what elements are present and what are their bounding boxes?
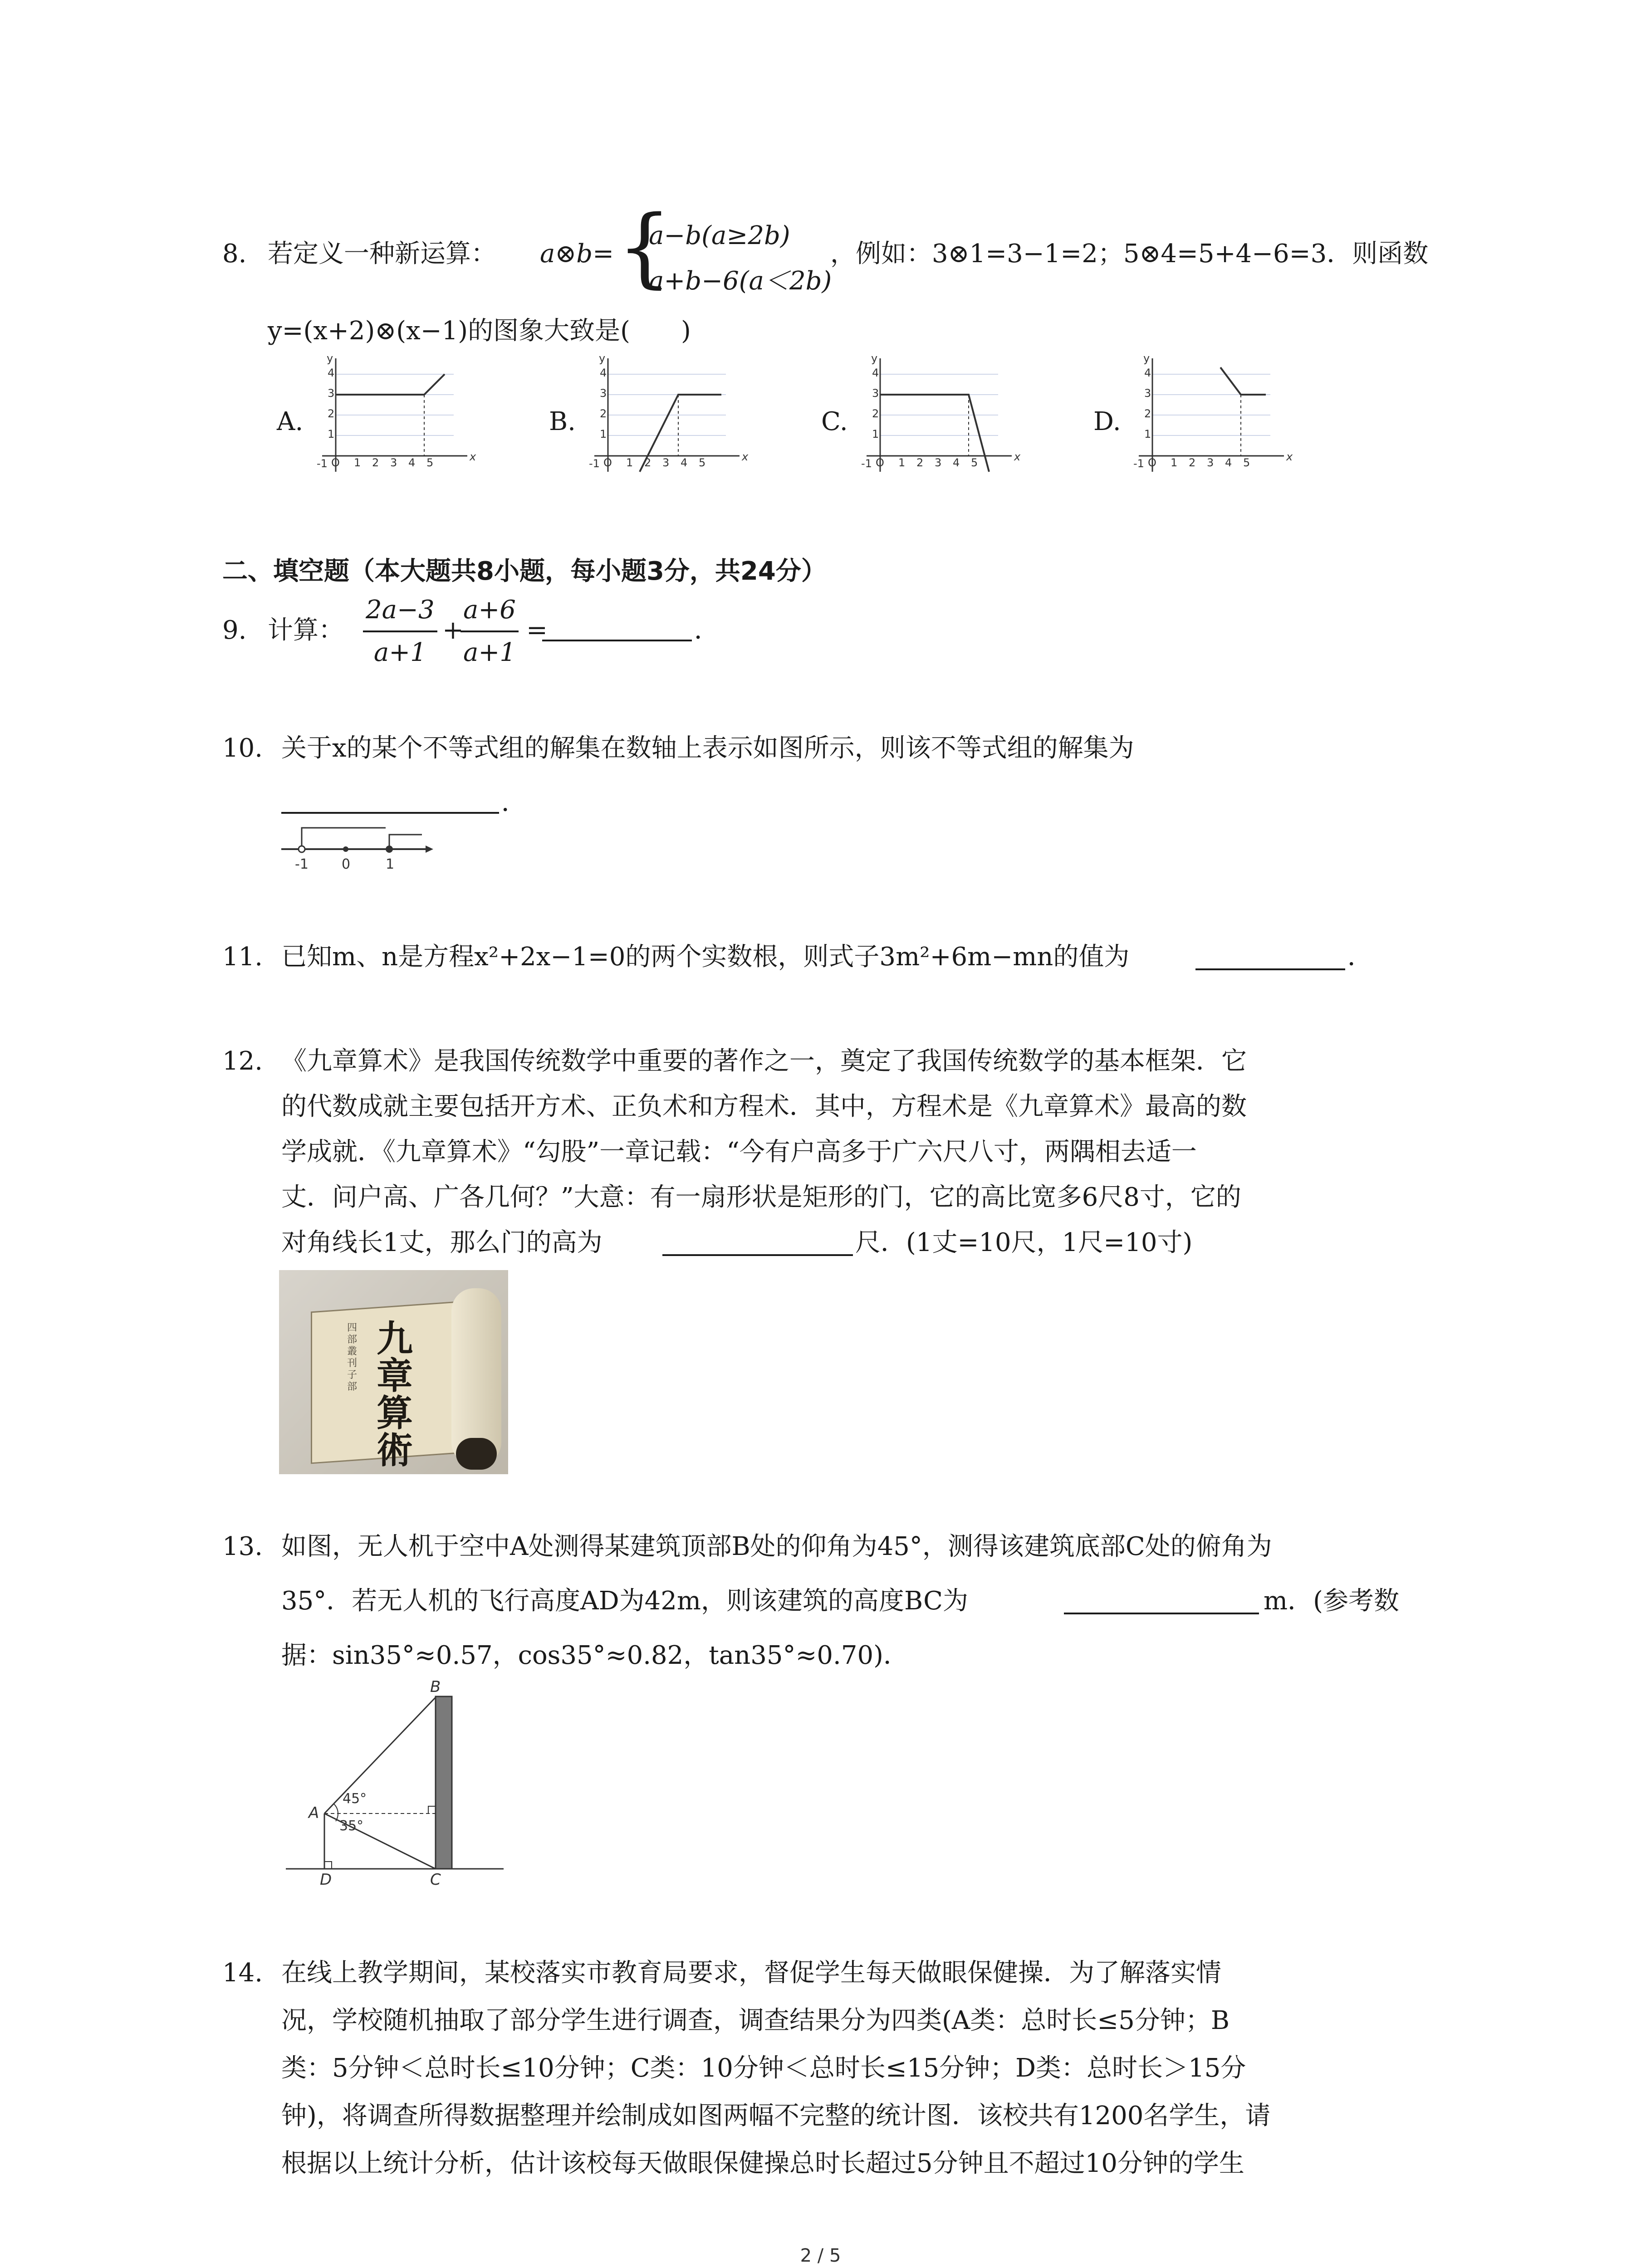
q13-line-3: 据：sin35°≈0.57，cos35°≈0.82，tan35°≈0.70)．: [281, 1641, 909, 1670]
q12-number: 12.: [222, 1046, 263, 1076]
q9-frac2-numerator: a+6: [460, 590, 519, 632]
q14-line-4: 钟)，将调查所得数据整理并绘制成如图两幅不完整的统计图．该校共有1200名学生，请: [281, 2101, 1271, 2131]
svg-text:x: x: [1286, 450, 1293, 463]
axis-label-1: 1: [386, 856, 395, 872]
label-a: A: [309, 1804, 319, 1822]
svg-text:5: 5: [699, 456, 706, 469]
q8-option-c-label: C.: [821, 407, 848, 436]
segment-ab: [324, 1697, 436, 1813]
svg-text:4: 4: [953, 456, 960, 469]
svg-text:1: 1: [600, 428, 607, 440]
svg-text:O: O: [1148, 456, 1156, 469]
q8-number: 8.: [222, 239, 247, 269]
svg-text:O: O: [331, 456, 340, 469]
svg-text:x: x: [470, 450, 476, 463]
q9-equals: =: [526, 616, 548, 645]
range-left-bracket: [302, 828, 386, 849]
q12-answer-blank[interactable]: [662, 1254, 853, 1256]
svg-text:3: 3: [390, 456, 397, 469]
q12-line-1: 《九章算术》是我国传统数学中重要的著作之一，奠定了我国传统数学的基本框架．它: [281, 1046, 1247, 1076]
svg-text:2: 2: [372, 456, 379, 469]
q12-book-image: [279, 1270, 508, 1474]
svg-text:4: 4: [872, 367, 879, 379]
closed-dot: [386, 846, 393, 853]
right-angle-mark-d: [324, 1862, 332, 1869]
q11-end: ．: [1347, 942, 1373, 972]
svg-text:2: 2: [600, 407, 607, 420]
svg-text:y: y: [327, 352, 333, 365]
svg-text:2: 2: [1144, 407, 1151, 420]
svg-text:2: 2: [644, 456, 652, 469]
label-angle-45: 45°: [343, 1791, 367, 1807]
svg-text:3: 3: [1207, 456, 1214, 469]
q12-line-5b: 尺．(1丈=10尺，1尺=10寸): [855, 1228, 1193, 1257]
svg-text:4: 4: [1144, 367, 1151, 379]
tick-dot: [343, 846, 348, 852]
q9-frac2-denominator: a+1: [463, 638, 516, 667]
svg-text:4: 4: [600, 367, 607, 379]
q10-end: ．: [501, 788, 527, 817]
open-dot: [299, 846, 305, 852]
svg-text:3: 3: [935, 456, 942, 469]
book-side-text: 四部叢刊子部: [347, 1322, 358, 1393]
label-b: B: [430, 1678, 441, 1696]
q9-fraction-2: [460, 590, 519, 673]
book-scroll-end: [456, 1438, 497, 1470]
q8-option-b-label: B.: [549, 407, 576, 436]
axis-arrow: [426, 846, 433, 853]
q8-graph-a: [313, 349, 485, 481]
svg-text:1: 1: [1171, 456, 1178, 469]
axis-label-0: 0: [342, 856, 351, 872]
label-c: C: [430, 1871, 441, 1887]
q9-frac1-denominator: a+1: [373, 638, 426, 667]
svg-text:4: 4: [408, 456, 416, 469]
q8-option-a-label: A.: [277, 407, 304, 436]
q14-line-2: 况，学校随机抽取了部分学生进行调查，调查结果分为四类(A类：总时长≤5分钟；B: [281, 2006, 1230, 2035]
svg-text:y: y: [871, 352, 878, 365]
svg-text:2: 2: [328, 407, 335, 420]
q10-text: 关于x的某个不等式组的解集在数轴上表示如图所示，则该不等式组的解集为: [281, 733, 1134, 763]
q8-brace: {: [617, 197, 672, 297]
q9-plus: +: [442, 616, 464, 645]
q13-figure: [281, 1678, 508, 1887]
q8-graph-c: [857, 349, 1030, 481]
axis-label-neg1: -1: [295, 856, 309, 872]
q9-fraction-1: [363, 590, 437, 673]
svg-text:3: 3: [662, 456, 670, 469]
svg-text:5: 5: [426, 456, 434, 469]
svg-text:4: 4: [328, 367, 335, 379]
q9-frac1-numerator: 2a−3: [363, 590, 437, 632]
range-right-bracket: [389, 835, 422, 849]
building: [436, 1696, 452, 1869]
svg-text:5: 5: [971, 456, 978, 469]
svg-text:4: 4: [1225, 456, 1232, 469]
graph-line: [336, 374, 445, 395]
svg-text:2: 2: [872, 407, 879, 420]
q10-answer-blank[interactable]: [281, 812, 499, 814]
page-number: 2 / 5: [800, 2245, 841, 2266]
svg-text:4: 4: [681, 456, 688, 469]
section-heading: 二、填空题（本大题共8小题，每小题3分，共24分）: [222, 557, 827, 586]
svg-text:3: 3: [1144, 387, 1151, 400]
svg-text:O: O: [603, 456, 612, 469]
svg-text:3: 3: [872, 387, 879, 400]
svg-text:5: 5: [1243, 456, 1250, 469]
svg-text:1: 1: [1144, 428, 1151, 440]
q10-number: 10.: [222, 733, 263, 763]
angle-arc-45: [334, 1804, 338, 1813]
q8-graph-b: [585, 349, 758, 481]
q9-end: ．: [694, 616, 720, 645]
q12-line-4: 丈．问户高、广各几何？”大意：有一扇形状是矩形的门，它的高比宽多6尺8寸，它的: [281, 1183, 1241, 1212]
svg-text:1: 1: [328, 428, 335, 440]
q8-line2: y=(x+2)⊗(x−1)的图象大致是( ): [268, 316, 691, 346]
svg-text:-1: -1: [317, 457, 328, 470]
svg-text:2: 2: [916, 456, 924, 469]
q11-number: 11.: [222, 942, 263, 972]
graph-line: [1220, 367, 1266, 395]
q14-line-5: 根据以上统计分析，估计该校每天做眼保健操总时长超过5分钟且不超过10分钟的学生: [281, 2149, 1244, 2178]
q13-number: 13.: [222, 1532, 263, 1561]
label-d: D: [320, 1871, 332, 1887]
svg-text:-1: -1: [589, 457, 600, 470]
q11-text: 已知m、n是方程x²+2x−1=0的两个实数根，则式子3m²+6m−mn的值为: [281, 942, 1130, 972]
svg-text:-1: -1: [861, 457, 872, 470]
svg-text:3: 3: [328, 387, 335, 400]
q8-graph-d: [1130, 349, 1302, 481]
q9-lead: 计算：: [268, 616, 344, 645]
q8-example: ，例如：3⊗1=3−1=2；5⊗4=5+4−6=3．则函数: [830, 239, 1429, 269]
q9-answer-blank[interactable]: [542, 640, 692, 641]
q8-case1: a−b(a≥2b): [649, 221, 790, 250]
q10-number-line: [277, 816, 440, 875]
q11-answer-blank[interactable]: [1195, 968, 1345, 970]
q13-answer-blank[interactable]: [1064, 1613, 1259, 1614]
q9-number: 9.: [222, 616, 247, 645]
svg-text:x: x: [742, 450, 749, 463]
svg-text:3: 3: [600, 387, 607, 400]
q8-option-d-label: D.: [1093, 407, 1121, 436]
q12-line-3: 学成就．《九章算术》“勾股”一章记载：“今有户高多于广六尺八寸，两隅相去适一: [281, 1137, 1197, 1167]
q13-line-2b: m．(参考数: [1264, 1586, 1399, 1616]
svg-text:1: 1: [898, 456, 906, 469]
q8-case2: a+b−6(a＜2b): [649, 266, 832, 296]
q8-definition-lhs: a⊗b=: [540, 239, 614, 269]
svg-text:-1: -1: [1133, 457, 1144, 470]
q14-line-3: 类：5分钟＜总时长≤10分钟；C类：10分钟＜总时长≤15分钟；D类：总时长＞15分: [281, 2053, 1246, 2083]
label-angle-35: 35°: [339, 1818, 364, 1834]
svg-text:y: y: [599, 352, 606, 365]
svg-text:x: x: [1014, 450, 1021, 463]
q13-line-2a: 35°．若无人机的飞行高度AD为42m，则该建筑的高度BC为: [281, 1586, 968, 1616]
right-angle-mark-building: [428, 1806, 436, 1813]
book-title: 九章算術: [377, 1317, 413, 1471]
q13-line-1: 如图，无人机于空中A处测得某建筑顶部B处的仰角为45°，测得该建筑底部C处的俯角为: [281, 1532, 1272, 1561]
svg-text:1: 1: [354, 456, 361, 469]
q12-line-2: 的代数成就主要包括开方术、正负术和方程术．其中，方程术是《九章算术》最高的数: [281, 1092, 1247, 1121]
svg-text:O: O: [876, 456, 884, 469]
svg-text:2: 2: [1189, 456, 1196, 469]
q14-line-1: 在线上教学期间，某校落实市教育局要求，督促学生每天做眼保健操．为了解落实情: [281, 1958, 1221, 1988]
svg-text:y: y: [1143, 352, 1150, 365]
svg-text:1: 1: [626, 456, 633, 469]
q8-lead: 若定义一种新运算：: [268, 239, 496, 269]
q12-line-5a: 对角线长1丈，那么门的高为: [281, 1228, 603, 1257]
svg-text:1: 1: [872, 428, 879, 440]
q14-number: 14.: [222, 1958, 263, 1988]
